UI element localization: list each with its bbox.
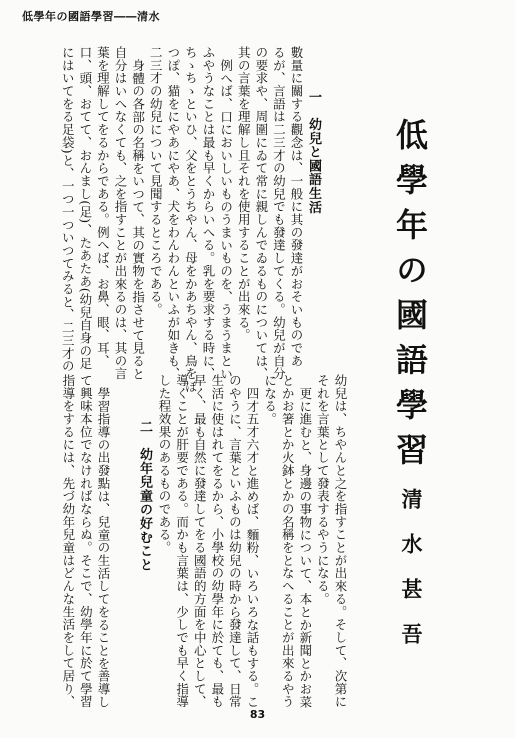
top-line-9: 二三才の幼兒について見聞するところである。 (148, 46, 164, 316)
bottom-line-2: それを言葉として發表するやうになる。 (315, 374, 331, 606)
article-title: 低學年の國語學習 (391, 118, 429, 478)
bottom-line-3: 更に進むと、身邊の事物について、本とか新聞とかお菜 (297, 387, 313, 709)
bottom-line-11: した程效果のあるものである。 (157, 374, 172, 554)
page-number: 83 (249, 708, 266, 721)
top-line-12: 葉を理解してをるからである。例へば、お鼻、眼、耳、 (95, 46, 111, 368)
top-line-8: つぽ、猫をにやあにやあ、犬をわんわんといふが如きも、 (165, 46, 181, 381)
top-line-6: ふやうなことは最も早くからいへる。乳を要求する時に、 (201, 46, 216, 381)
top-line-14: にはいてをる足袋)と、一つ一ついつてみると、二三才の (60, 46, 76, 373)
section-heading-2: 二 幼年兒童の好むこと (137, 420, 152, 572)
top-line-5: 例へば、口においしいものうまいものを、うまうまとい (218, 59, 234, 381)
bottom-line-6: 四才五才六才と進めば、麵粉、いろいろな話もする。こ (245, 387, 260, 709)
bottom-line-9: 早く、最も自然に發達してをる國語的方面を中心として、 (192, 374, 208, 709)
top-line-3: の要求や、周圍にゐて常に親しんでゐるものについては、 (253, 46, 269, 381)
bottom-line-7: のやうに、言葉といふものは幼兒の時から發達して、日常 (227, 374, 243, 709)
bottom-line-10: 導くことが肝要である。而かも言葉は、少しでも早く指導 (174, 374, 190, 709)
bottom-line-12: 學習指導の出發點は、兒童の生活してをることを善導し (96, 387, 111, 709)
top-line-13: 口、頭、おてて、おんまし(足)、たあたあ(幼兒自身の足 (77, 46, 93, 371)
top-line-7: ちゝちゝといひ、父をとうちやん、母をかあちやん、鳥をぽ (183, 46, 199, 393)
top-line-10: 身體の各部の名稱をいつて、其の實物を指させて見ると (130, 59, 146, 381)
running-header: 低學年の國語學習――清水 (22, 10, 160, 23)
top-line-11: 自分はいへなくても、之を指すことが出來るのは、其の言 (113, 46, 128, 381)
bottom-line-5: になる。 (262, 374, 278, 426)
bottom-line-14: 指導をするには、先づ幼年兒童はどんな生活をして居り、 (60, 374, 76, 709)
bottom-line-1: 幼兒は、ちやんと之を指すことが出來る。そして、次第に (333, 374, 348, 709)
bottom-line-8: 生活に使はれてをるから、小學校の幼學年に於ても、最も (209, 374, 225, 709)
top-line-4: 其の言葉を理解し且それを使用することが出來る。 (236, 46, 252, 342)
section-heading-1: 一 幼兒と國語生活 (306, 90, 321, 215)
author-name: 清水甚吾 (399, 488, 424, 668)
top-line-2: るが、言語は二三才の幼兒でも發達してくる。幼兒が自分 (271, 46, 287, 381)
top-line-1: 數量に關する觀念は、一般に其の發達がおそいものであ (289, 46, 304, 368)
bottom-line-4: とかお箸とか火鉢とかの名稱をとなへることが出來るやう (280, 374, 296, 709)
bottom-line-13: て興味本位でなければならぬ。そこで、幼學年に於て學習 (78, 374, 94, 709)
